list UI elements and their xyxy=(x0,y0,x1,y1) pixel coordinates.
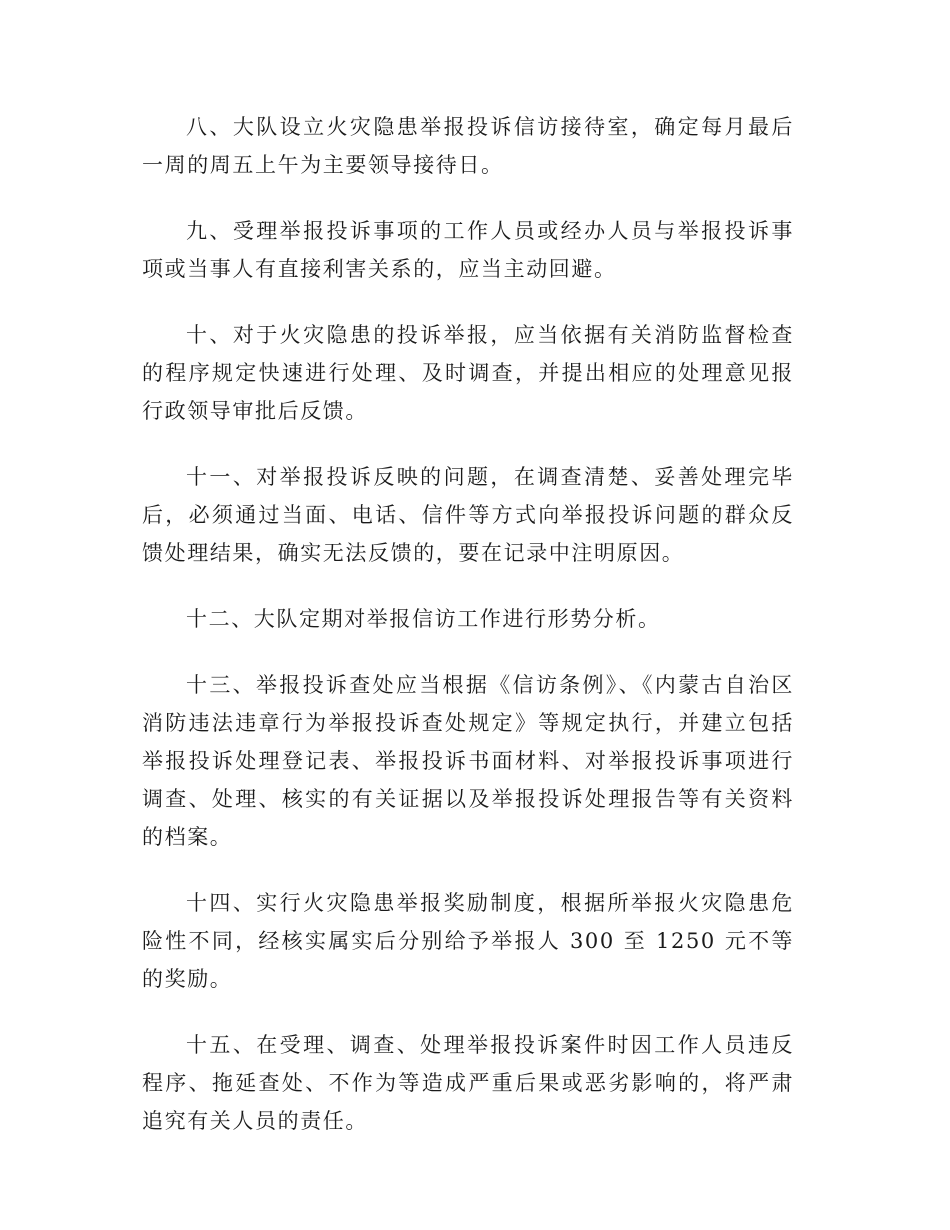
paragraph-14: 十四、实行火灾隐患举报奖励制度，根据所举报火灾隐患危险性不同，经核实属实后分别给予举报人 300 至 1250 元不等的奖励。 xyxy=(142,891,794,991)
paragraph-9: 九、受理举报投诉事项的工作人员或经办人员与举报投诉事项或当事人有直接利害关系的，应当主动回避。 xyxy=(142,219,794,281)
document-body xyxy=(142,108,794,1168)
paragraph-10: 十、对于火灾隐患的投诉举报，应当依据有关消防监督检查的程序规定快速进行处理、及时调查，并提出相应的处理意见报行政领导审批后反馈。 xyxy=(142,323,794,423)
paragraph-11: 十一、对举报投诉反映的问题，在调查清楚、妥善处理完毕后，必须通过当面、电话、信件等方式向举报投诉问题的群众反馈处理结果，确实无法反馈的，要在记录中注明原因。 xyxy=(142,465,794,565)
paragraph-12: 十二、大队定期对举报信访工作进行形势分析。 xyxy=(186,607,661,631)
paragraph-8: 八、大队设立火灾隐患举报投诉信访接待室，确定每月最后一周的周五上午为主要领导接待日。 xyxy=(142,115,794,177)
paragraph-15: 十五、在受理、调查、处理举报投诉案件时因工作人员违反程序、拖延查处、不作为等造成严重后果或恶劣影响的，将严肃追究有关人员的责任。 xyxy=(142,1033,794,1133)
paragraph-13: 十三、举报投诉查处应当根据《信访条例》、《内蒙古自治区消防违法违章行为举报投诉查处规定》等规定执行，并建立包括举报投诉处理登记表、举报投诉书面材料、对举报投诉事项进行调查、处理、核实的有关证据以及举报投诉处理报告等有关资料的档案。 xyxy=(142,673,794,849)
